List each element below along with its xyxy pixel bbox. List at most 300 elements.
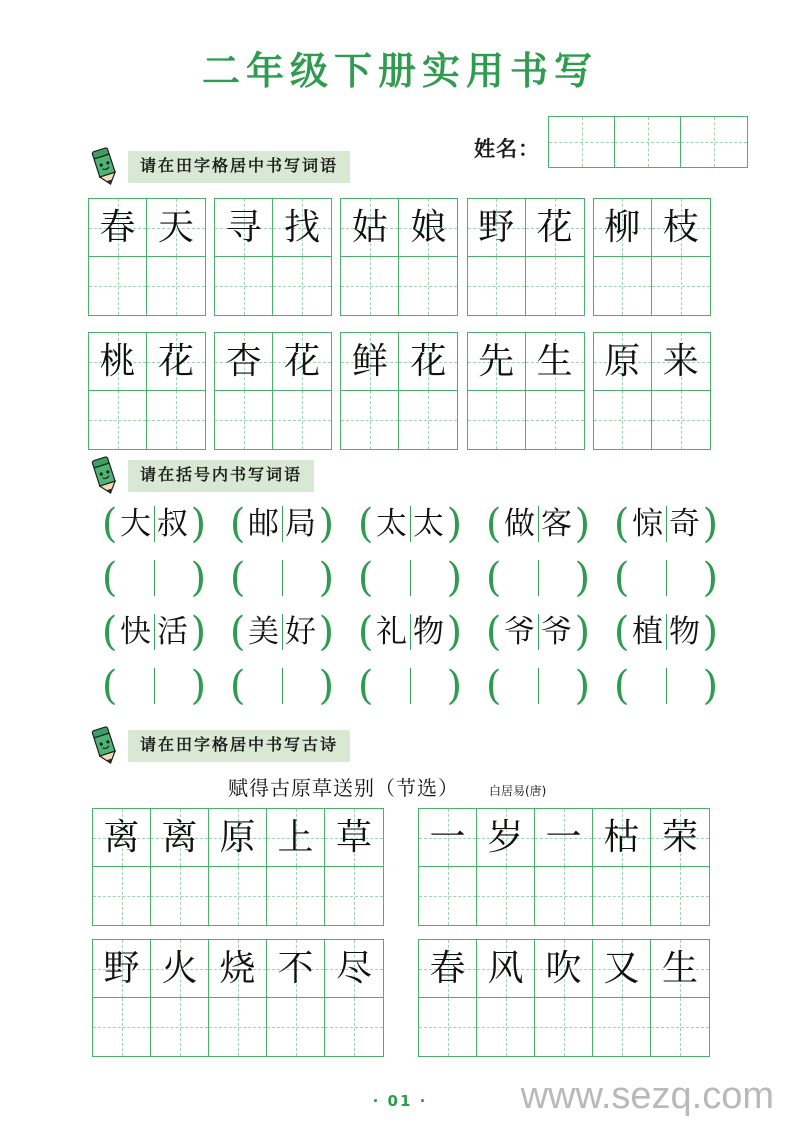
paren-row (90, 609, 730, 655)
name-field (474, 116, 748, 168)
paren-word-slot[interactable] (602, 501, 730, 547)
grid-cell[interactable] (341, 257, 399, 315)
grid-cell[interactable] (151, 809, 209, 867)
poem-line-grid[interactable] (418, 939, 710, 1057)
paren-word-slot[interactable] (218, 501, 346, 547)
grid-cell[interactable] (89, 391, 147, 449)
grid-cell[interactable] (419, 940, 477, 998)
paren-open: ( (357, 663, 374, 709)
grid-cell[interactable] (652, 391, 710, 449)
grid-cell[interactable] (267, 867, 325, 925)
grid-row (89, 199, 205, 257)
pencil-icon (88, 456, 122, 496)
grid-cell[interactable] (209, 809, 267, 867)
section-banner (128, 730, 350, 762)
grid-cell[interactable] (215, 257, 273, 315)
paren-character: 物 (669, 613, 700, 650)
grid-cell[interactable] (477, 809, 535, 867)
paren-word-slot[interactable] (346, 609, 474, 655)
paren-character: 快 (120, 613, 151, 650)
grid-character: 上 (277, 816, 314, 858)
grid-row (594, 199, 710, 257)
paren-close: ) (190, 663, 207, 709)
grid-cell[interactable] (93, 809, 151, 867)
paren-open: ( (613, 663, 630, 709)
paren-divider (282, 668, 283, 704)
grid-character: 找 (284, 206, 321, 248)
grid-cell[interactable] (535, 940, 593, 998)
word-grid[interactable] (214, 198, 332, 316)
paren-divider (538, 668, 539, 704)
section-header-words-paren (88, 459, 314, 493)
grid-cell[interactable] (89, 257, 147, 315)
grid-cell[interactable] (468, 199, 526, 257)
grid-row (419, 809, 709, 867)
paren-word-slot[interactable] (90, 555, 218, 601)
paren-character: 客 (541, 505, 572, 542)
grid-cell[interactable] (535, 998, 593, 1056)
paren-close: ) (318, 501, 335, 547)
grid-row (89, 391, 205, 449)
grid-cell[interactable] (273, 257, 331, 315)
paren-close: ) (702, 663, 719, 709)
grid-cell[interactable] (419, 867, 477, 925)
paren-word (502, 560, 575, 596)
grid-cell[interactable] (594, 391, 652, 449)
grid-cell[interactable] (89, 199, 147, 257)
grid-character: 野 (103, 947, 140, 989)
word-grid[interactable] (340, 332, 458, 450)
paren-close: ) (702, 555, 719, 601)
grid-row (468, 333, 584, 391)
grid-character: 来 (662, 340, 699, 382)
grid-cell[interactable] (209, 867, 267, 925)
paren-character: 奇 (669, 505, 700, 542)
grid-cell[interactable] (215, 333, 273, 391)
grid-character: 寻 (225, 206, 262, 248)
grid-row (468, 199, 584, 257)
grid-cell[interactable] (468, 391, 526, 449)
grid-character: 不 (277, 947, 314, 989)
grid-cell[interactable] (593, 809, 651, 867)
paren-word (374, 506, 447, 542)
paren-word-slot[interactable] (602, 663, 730, 709)
grid-row (419, 998, 709, 1056)
grid-character: 一 (429, 816, 466, 858)
grid-row (419, 867, 709, 925)
grid-cell[interactable] (652, 199, 710, 257)
grid-row (468, 391, 584, 449)
paren-close: ) (318, 609, 335, 655)
grid-cell[interactable] (147, 257, 205, 315)
paren-word-slot[interactable] (346, 663, 474, 709)
word-grid[interactable] (88, 198, 206, 316)
paren-word (374, 560, 447, 596)
paren-word-slot[interactable] (346, 555, 474, 601)
pencil-icon (88, 726, 122, 766)
grid-cell[interactable] (594, 199, 652, 257)
paren-close: ) (574, 609, 591, 655)
name-boxes[interactable] (548, 116, 748, 168)
paren-character: 局 (285, 505, 316, 542)
poem-line-grid[interactable] (92, 808, 384, 926)
grid-cell[interactable] (535, 867, 593, 925)
grid-cell[interactable] (273, 333, 331, 391)
paren-divider (154, 668, 155, 704)
grid-character: 花 (157, 340, 194, 382)
paren-open: ( (613, 609, 630, 655)
grid-cell[interactable] (93, 998, 151, 1056)
paren-word-slot[interactable] (218, 663, 346, 709)
paren-open: ( (613, 555, 630, 601)
grid-character: 原 (219, 816, 256, 858)
paren-word-slot[interactable] (218, 555, 346, 601)
paren-word (374, 668, 447, 704)
grid-row (341, 391, 457, 449)
paren-word-slot[interactable] (90, 663, 218, 709)
paren-character: 爷 (541, 613, 572, 650)
grid-character: 柳 (604, 206, 641, 248)
grid-cell[interactable] (215, 391, 273, 449)
grid-character: 生 (661, 947, 698, 989)
paren-close: ) (446, 555, 463, 601)
grid-cell[interactable] (652, 333, 710, 391)
paren-open: ( (485, 555, 502, 601)
paren-word (502, 668, 575, 704)
paren-word (502, 506, 575, 542)
poem-heading (228, 772, 546, 801)
grid-character: 岁 (487, 816, 524, 858)
grid-cell[interactable] (651, 940, 709, 998)
paren-word (118, 506, 191, 542)
grid-row (215, 199, 331, 257)
paren-open: ( (229, 555, 246, 601)
grid-character: 春 (99, 206, 136, 248)
grid-cell[interactable] (419, 809, 477, 867)
grid-cell[interactable] (93, 867, 151, 925)
grid-character: 风 (487, 947, 524, 989)
grid-character: 花 (536, 206, 573, 248)
grid-cell[interactable] (93, 940, 151, 998)
grid-character: 天 (157, 206, 194, 248)
paren-row (90, 663, 730, 709)
grid-character: 先 (478, 340, 515, 382)
grid-character: 吹 (545, 947, 582, 989)
grid-row (419, 940, 709, 998)
grid-character: 枝 (662, 206, 699, 248)
grid-cell[interactable] (526, 199, 584, 257)
paren-word-slot[interactable] (346, 501, 474, 547)
grid-cell[interactable] (267, 809, 325, 867)
word-grid[interactable] (467, 332, 585, 450)
paren-word (118, 668, 191, 704)
grid-cell[interactable] (526, 391, 584, 449)
paren-open: ( (101, 501, 118, 547)
grid-cell[interactable] (399, 333, 457, 391)
grid-cell[interactable] (651, 809, 709, 867)
grid-cell[interactable] (341, 333, 399, 391)
paren-open: ( (485, 609, 502, 655)
paren-word-slot[interactable] (90, 609, 218, 655)
grid-character: 花 (284, 340, 321, 382)
grid-character: 鲜 (351, 340, 388, 382)
grid-character: 尽 (335, 947, 372, 989)
section-header-words-grid (88, 150, 350, 184)
paren-close: ) (318, 555, 335, 601)
grid-cell[interactable] (468, 333, 526, 391)
paren-close: ) (190, 555, 207, 601)
grid-cell[interactable] (147, 391, 205, 449)
paren-word (374, 614, 447, 650)
section-header-label: 请在括号内书写词语 (140, 465, 303, 484)
page-number: · 01 · (372, 1092, 428, 1110)
paren-word (502, 614, 575, 650)
grid-cell[interactable] (477, 867, 535, 925)
grid-row (89, 257, 205, 315)
paren-close: ) (702, 609, 719, 655)
grid-cell[interactable] (615, 117, 681, 167)
paren-character: 物 (413, 613, 444, 650)
word-grid[interactable] (593, 198, 711, 316)
grid-cell[interactable] (477, 998, 535, 1056)
paren-character: 植 (632, 613, 663, 650)
paren-open: ( (229, 663, 246, 709)
paren-open: ( (229, 501, 246, 547)
grid-cell[interactable] (468, 257, 526, 315)
grid-character: 又 (603, 947, 640, 989)
grid-row (215, 333, 331, 391)
grid-character: 烧 (219, 947, 256, 989)
paren-word (630, 506, 703, 542)
grid-row (341, 257, 457, 315)
grid-cell[interactable] (151, 867, 209, 925)
grid-cell[interactable] (399, 199, 457, 257)
paren-word-slot[interactable] (602, 555, 730, 601)
paren-character: 礼 (376, 613, 407, 650)
grid-character: 姑 (351, 206, 388, 248)
grid-cell[interactable] (593, 940, 651, 998)
paren-close: ) (190, 609, 207, 655)
word-grid[interactable] (88, 332, 206, 450)
grid-character: 娘 (410, 206, 447, 248)
paren-character: 惊 (632, 505, 663, 542)
paren-character: 美 (248, 613, 279, 650)
paren-character: 活 (157, 613, 188, 650)
paren-word-slot[interactable] (474, 555, 602, 601)
paren-close: ) (574, 555, 591, 601)
section-header-poem-grid (88, 729, 350, 763)
name-box-grid[interactable] (548, 116, 748, 168)
paren-word (246, 560, 319, 596)
watermark: www.sezq.com (520, 1075, 774, 1117)
paren-divider (410, 560, 411, 596)
grid-cell[interactable] (399, 257, 457, 315)
grid-character: 荣 (661, 816, 698, 858)
grid-row (215, 391, 331, 449)
grid-character: 桃 (99, 340, 136, 382)
grid-cell[interactable] (651, 867, 709, 925)
grid-cell[interactable] (209, 998, 267, 1056)
grid-character: 花 (410, 340, 447, 382)
grid-cell[interactable] (549, 117, 615, 167)
grid-row (93, 809, 383, 867)
paren-character: 太 (376, 505, 407, 542)
grid-cell[interactable] (341, 199, 399, 257)
grid-cell[interactable] (594, 333, 652, 391)
name-label: 姓名： (474, 137, 540, 161)
grid-cell[interactable] (151, 998, 209, 1056)
paren-close: ) (318, 663, 335, 709)
paren-open: ( (357, 501, 374, 547)
word-grid[interactable] (340, 198, 458, 316)
paren-close: ) (702, 501, 719, 547)
grid-character: 原 (604, 340, 641, 382)
paren-divider (154, 560, 155, 596)
grid-character: 春 (429, 947, 466, 989)
section-header-label: 请在田字格居中书写词语 (140, 156, 339, 175)
grid-cell[interactable] (147, 333, 205, 391)
grid-cell[interactable] (594, 257, 652, 315)
grid-character: 杏 (225, 340, 262, 382)
section-header-label: 请在田字格居中书写古诗 (140, 735, 339, 754)
grid-row (93, 867, 383, 925)
paren-open: ( (357, 555, 374, 601)
grid-row (549, 117, 747, 167)
grid-row (341, 333, 457, 391)
paren-character: 太 (413, 505, 444, 542)
grid-row (468, 257, 584, 315)
paren-open: ( (613, 501, 630, 547)
word-grid[interactable] (593, 332, 711, 450)
grid-cell[interactable] (526, 333, 584, 391)
grid-cell[interactable] (325, 940, 383, 998)
grid-cell[interactable] (273, 391, 331, 449)
word-grid[interactable] (467, 198, 585, 316)
paren-character: 大 (120, 505, 151, 542)
grid-row (93, 940, 383, 998)
paren-divider (666, 560, 667, 596)
paren-close: ) (446, 501, 463, 547)
grid-cell[interactable] (89, 333, 147, 391)
grid-cell[interactable] (419, 998, 477, 1056)
grid-cell[interactable] (209, 940, 267, 998)
paren-word-slot[interactable] (602, 609, 730, 655)
grid-cell[interactable] (325, 867, 383, 925)
paren-close: ) (574, 663, 591, 709)
paren-word-slot[interactable] (218, 609, 346, 655)
grid-character: 离 (161, 816, 198, 858)
paren-word (246, 668, 319, 704)
grid-cell[interactable] (215, 199, 273, 257)
grid-cell[interactable] (147, 199, 205, 257)
word-grid[interactable] (214, 332, 332, 450)
poem-line-grid[interactable] (92, 939, 384, 1057)
grid-character: 枯 (603, 816, 640, 858)
paren-character: 邮 (248, 505, 279, 542)
grid-cell[interactable] (477, 940, 535, 998)
poem-title: 赋得古原草送别（节选） (228, 776, 459, 800)
grid-cell[interactable] (681, 117, 747, 167)
paren-open: ( (229, 609, 246, 655)
paren-open: ( (485, 501, 502, 547)
paren-word (630, 614, 703, 650)
grid-cell[interactable] (325, 809, 383, 867)
paren-word-slot[interactable] (474, 663, 602, 709)
paren-word (246, 506, 319, 542)
paren-word (118, 560, 191, 596)
paren-row (90, 501, 730, 547)
paren-close: ) (574, 501, 591, 547)
grid-character: 一 (545, 816, 582, 858)
paren-open: ( (357, 609, 374, 655)
poem-line-grid[interactable] (418, 808, 710, 926)
grid-cell[interactable] (151, 940, 209, 998)
grid-row (93, 998, 383, 1056)
grid-cell[interactable] (399, 391, 457, 449)
grid-cell[interactable] (535, 809, 593, 867)
grid-cell[interactable] (341, 391, 399, 449)
paren-character: 叔 (157, 505, 188, 542)
grid-row (594, 391, 710, 449)
grid-cell[interactable] (267, 940, 325, 998)
paren-divider (282, 560, 283, 596)
grid-cell[interactable] (325, 998, 383, 1056)
pencil-icon (88, 147, 122, 187)
paren-open: ( (101, 609, 118, 655)
paren-word-slot[interactable] (90, 501, 218, 547)
grid-character: 火 (161, 947, 198, 989)
paren-divider (666, 668, 667, 704)
paren-close: ) (446, 663, 463, 709)
paren-word (118, 614, 191, 650)
paren-row (90, 555, 730, 601)
grid-row (594, 333, 710, 391)
section-banner (128, 460, 314, 492)
grid-cell[interactable] (651, 998, 709, 1056)
page-title: 二年级下册实用书写 (201, 49, 598, 93)
paren-word (630, 668, 703, 704)
grid-row (341, 199, 457, 257)
paren-word (246, 614, 319, 650)
poem-author: 白居易(唐) (489, 784, 547, 798)
section-banner (128, 151, 350, 183)
grid-cell[interactable] (526, 257, 584, 315)
paren-character: 做 (504, 505, 535, 542)
grid-cell[interactable] (273, 199, 331, 257)
paren-open: ( (485, 663, 502, 709)
grid-character: 离 (103, 816, 140, 858)
grid-character: 生 (536, 340, 573, 382)
grid-character: 野 (478, 206, 515, 248)
paren-open: ( (101, 663, 118, 709)
paren-close: ) (446, 609, 463, 655)
paren-word-slot[interactable] (474, 501, 602, 547)
grid-row (215, 257, 331, 315)
paren-word-slot[interactable] (474, 609, 602, 655)
paren-character: 爷 (504, 613, 535, 650)
paren-character: 好 (285, 613, 316, 650)
paren-close: ) (190, 501, 207, 547)
paren-open: ( (101, 555, 118, 601)
grid-cell[interactable] (652, 257, 710, 315)
paren-word (630, 560, 703, 596)
grid-cell[interactable] (593, 998, 651, 1056)
grid-row (594, 257, 710, 315)
grid-cell[interactable] (593, 867, 651, 925)
grid-cell[interactable] (267, 998, 325, 1056)
paren-divider (538, 560, 539, 596)
paren-divider (410, 668, 411, 704)
